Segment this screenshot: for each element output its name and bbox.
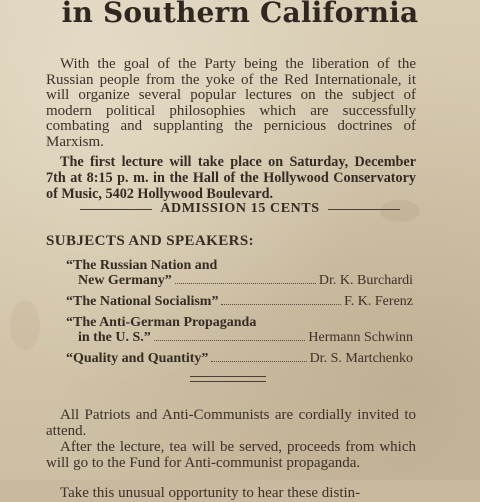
tea-paragraph: After the lecture, tea will be served, proceeds from which will go to the Fund for Anti-communist propaganda. xyxy=(46,439,416,471)
talk-row xyxy=(66,351,413,366)
admission-rule-right xyxy=(328,209,400,210)
admission-line xyxy=(80,201,400,217)
talk-speaker: F. K. Ferenz xyxy=(344,294,413,309)
admission-label: ADMISSION 15 CENTS xyxy=(160,201,320,216)
talk-speaker: Hermann Schwinn xyxy=(308,330,413,345)
talk-item xyxy=(66,315,413,345)
talks-list xyxy=(66,258,413,372)
closing-paragraph: Take this unusual opportunity to hear these distin- xyxy=(60,485,361,501)
intro-paragraph: With the goal of the Party being the liberation of the Russian people from the yoke of the Red Internationale, it will organize several popular lectures on the subject of modern political philosophies which are successfully combating and supplanting the pernicious doctrines of Marxism. xyxy=(46,56,416,150)
talk-speaker: Dr. S. Martchenko xyxy=(309,351,413,366)
talk-title-line: “The Anti-German Propaganda xyxy=(66,315,257,330)
paper-stain xyxy=(10,300,40,350)
section-divider xyxy=(190,376,266,382)
flyer-heading: in Southern California xyxy=(61,0,419,29)
talk-row xyxy=(66,294,413,309)
leader-dots xyxy=(211,361,306,362)
talk-row xyxy=(66,330,413,345)
talk-item xyxy=(66,258,413,288)
talk-title-line: in the U. S.” xyxy=(78,330,151,345)
talk-speaker: Dr. K. Burchardi xyxy=(318,273,413,288)
first-lecture-paragraph: The first lecture will take place on Saturday, December 7th at 8:15 p. m. in the Hall of the Hollywood Conservatory of Music, 5402 Hollywood Boulevard. xyxy=(46,154,416,203)
leader-dots xyxy=(221,304,341,305)
talk-item xyxy=(66,351,413,366)
leader-dots xyxy=(175,283,316,284)
talk-title-line: “The Russian Nation and xyxy=(66,258,218,273)
talk-item xyxy=(66,294,413,309)
admission-rule-left xyxy=(80,209,152,210)
leader-dots xyxy=(154,340,306,341)
patriots-paragraph: All Patriots and Anti-Communists are cordially invited to attend. xyxy=(46,407,416,439)
talk-title-line: “Quality and Quantity” xyxy=(66,351,209,366)
talk-title-line: “The National Socialism” xyxy=(66,294,219,309)
talk-title-line: New Germany” xyxy=(78,273,172,288)
subjects-heading: SUBJECTS AND SPEAKERS: xyxy=(46,233,255,249)
talk-row xyxy=(66,273,413,288)
